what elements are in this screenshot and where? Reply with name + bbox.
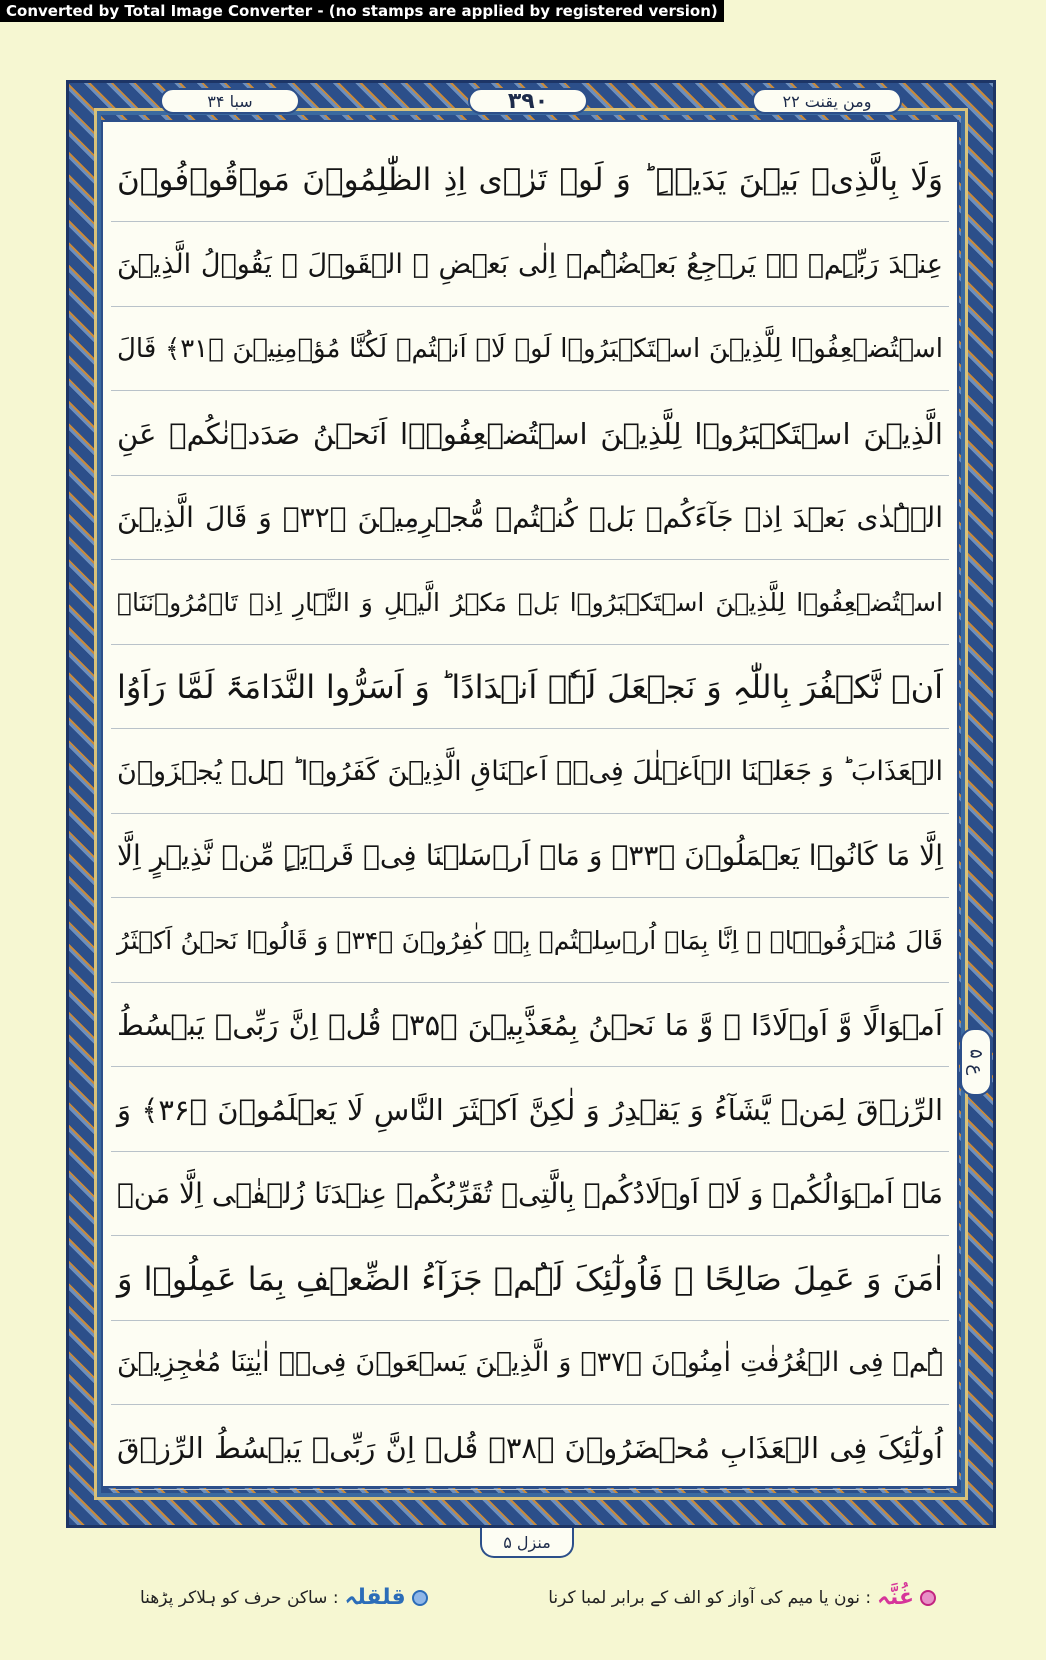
verse-line: عِنۡدَ رَبِّہِمۡ ۚۖ یَرۡجِعُ بَعۡضُہُمۡ اِلٰی بَعۡضِ ۣ الۡقَوۡلَ ۚ یَقُوۡلُ الَّذِیۡنَ xyxy=(111,223,949,307)
verse-line: مَاۤ اَمۡوَالُکُمۡ وَ لَاۤ اَوۡلَادُکُمۡ بِالَّتِیۡ تُقَرِّبُکُمۡ عِنۡدَنَا زُلۡفٰۤی اِلَّا مَنۡ xyxy=(111,1152,949,1236)
qalqala-term: قلقلہ xyxy=(344,1585,406,1610)
verse-line: قَالَ مُتۡرَفُوۡہَاۤ ۙ اِنَّا بِمَاۤ اُرۡسِلۡتُمۡ بِہٖ کٰفِرُوۡنَ ﴿۳۴﴾ وَ قَالُوۡا نَحۡنُ اَکۡثَرُ xyxy=(111,899,949,983)
verse-line: اسۡتُضۡعِفُوۡا لِلَّذِیۡنَ اسۡتَکۡبَرُوۡا بَلۡ مَکۡرُ الَّیۡلِ وَ النَّہَارِ اِذۡ تَاۡمُرُوۡنَنَاۤ xyxy=(111,561,949,645)
ghunna-term: غُنَّہ xyxy=(877,1585,914,1610)
verse-line: الۡہُدٰی بَعۡدَ اِذۡ جَآءَکُمۡ بَلۡ کُنۡتُمۡ مُّجۡرِمِیۡنَ ﴿۳۲﴾ وَ قَالَ الَّذِیۡنَ xyxy=(111,476,949,560)
verse-line: اسۡتُضۡعِفُوۡا لِلَّذِیۡنَ اسۡتَکۡبَرُوۡا لَوۡ لَاۤ اَنۡتُمۡ لَکُنَّا مُؤۡمِنِیۡنَ ﴿۳۱﴾ قَالَ xyxy=(111,307,949,391)
page-number-badge: ۳۹۰ xyxy=(468,88,588,114)
surah-name-badge: سبا ۳۴ xyxy=(160,88,300,114)
verse-line: اِلَّا مَا کَانُوۡا یَعۡمَلُوۡنَ ﴿۳۳﴾ وَ مَاۤ اَرۡسَلۡنَا فِیۡ قَرۡیَۃٍ مِّنۡ نَّذِیۡرٍ اِلَّا xyxy=(111,814,949,898)
converter-watermark: Converted by Total Image Converter - (no stamps are applied by registered version) xyxy=(0,0,724,22)
qalqala-dot-icon xyxy=(412,1590,428,1606)
ruku-marker: ع ۵ xyxy=(960,1028,992,1096)
verse-line: اٰمَنَ وَ عَمِلَ صَالِحًا ۫ فَاُولٰٓئِکَ لَہُمۡ جَزَآءُ الضِّعۡفِ بِمَا عَمِلُوۡا وَ xyxy=(111,1237,949,1321)
qalqala-description: : ساکن حرف کو ہلاکر پڑھنا xyxy=(140,1588,339,1608)
para-name-badge: ومن یقنت ۲۲ xyxy=(752,88,902,114)
ghunna-description: : نون یا میم کی آواز کو الف کے برابر لمبا کرنا xyxy=(548,1588,872,1608)
verse-line: اَمۡوَالًا وَّ اَوۡلَادًا ۙ وَّ مَا نَحۡنُ بِمُعَذَّبِیۡنَ ﴿۳۵﴾ قُلۡ اِنَّ رَبِّیۡ یَبۡسُطُ xyxy=(111,983,949,1067)
verse-line: الۡعَذَابَ ؕ وَ جَعَلۡنَا الۡاَغۡلٰلَ فِیۡۤ اَعۡنَاقِ الَّذِیۡنَ کَفَرُوۡا ؕ ہَلۡ یُجۡزَوۡنَ xyxy=(111,730,949,814)
legend-ghunna xyxy=(548,1585,936,1610)
verse-line: الَّذِیۡنَ اسۡتَکۡبَرُوۡا لِلَّذِیۡنَ اسۡتُضۡعِفُوۡۤا اَنَحۡنُ صَدَدۡنٰکُمۡ عَنِ xyxy=(111,392,949,476)
ghunna-dot-icon xyxy=(920,1590,936,1606)
manzil-label: منزل ۵ xyxy=(480,1528,574,1558)
verse-line: اُولٰٓئِکَ فِی الۡعَذَابِ مُحۡضَرُوۡنَ ﴿۳۸﴾ قُلۡ اِنَّ رَبِّیۡ یَبۡسُطُ الرِّزۡقَ xyxy=(111,1406,949,1490)
verse-line: الرِّزۡقَ لِمَنۡ یَّشَآءُ وَ یَقۡدِرُ وَ لٰکِنَّ اَکۡثَرَ النَّاسِ لَا یَعۡلَمُوۡنَ ﴿۳۶﴾ وَ xyxy=(111,1068,949,1152)
legend-qalqala xyxy=(140,1585,428,1610)
verse-line: اَنۡ نَّکۡفُرَ بِاللّٰہِ وَ نَجۡعَلَ لَہٗۤ اَنۡدَادًا ؕ وَ اَسَرُّوا النَّدَامَۃَ لَمَّا رَاَوُا xyxy=(111,645,949,729)
verse-line: ہُمۡ فِی الۡغُرُفٰتِ اٰمِنُوۡنَ ﴿۳۷﴾ وَ الَّذِیۡنَ یَسۡعَوۡنَ فِیۡۤ اٰیٰتِنَا مُعٰجِزِیۡنَ xyxy=(111,1321,949,1405)
verse-line: وَلَا بِالَّذِیۡ بَیۡنَ یَدَیۡہِ ؕ وَ لَوۡ تَرٰۤی اِذِ الظّٰلِمُوۡنَ مَوۡقُوۡفُوۡنَ xyxy=(111,138,949,222)
